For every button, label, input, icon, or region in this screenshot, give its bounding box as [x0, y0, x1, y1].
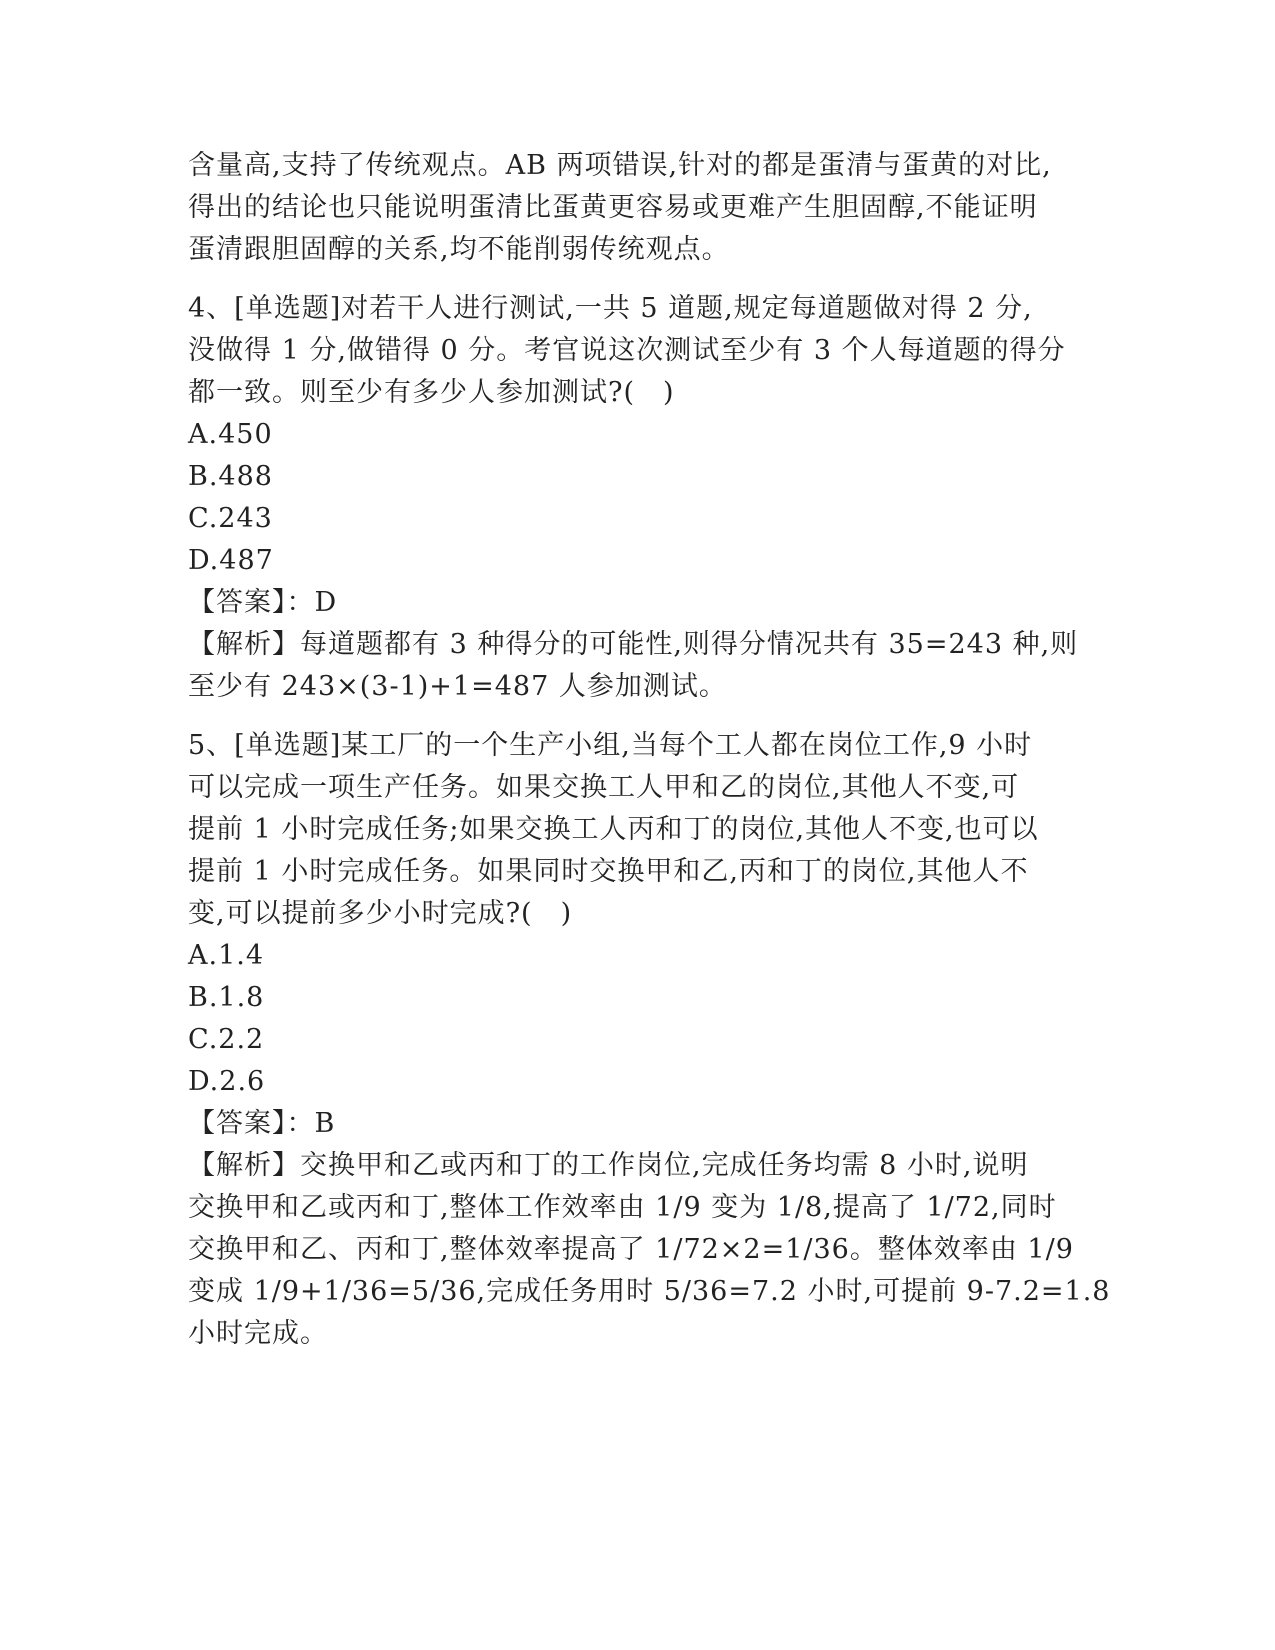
text-line: 蛋清跟胆固醇的关系,均不能削弱传统观点。 — [188, 234, 730, 265]
answer-line: 【答案】：D — [188, 587, 338, 618]
text-line: 交换甲和乙或丙和丁,整体工作效率由 1/9 变为 1/8,提高了 1/72,同时 — [188, 1192, 1057, 1223]
option-a: A.450 — [188, 419, 273, 450]
intro-paragraph — [188, 145, 1088, 271]
text-line: 含量高,支持了传统观点。AB 两项错误,针对的都是蛋清与蛋黄的对比, — [188, 150, 1052, 181]
explanation — [188, 1145, 1111, 1355]
text-line: 4、[单选题]对若干人进行测试,一共 5 道题,规定每道题做对得 2 分, — [188, 293, 1033, 324]
text-line: 变成 1/9+1/36=5/36,完成任务用时 5/36=7.2 小时,可提前 9-7.2=1.8 — [188, 1276, 1111, 1307]
explanation — [188, 624, 1088, 708]
text-line: 变,可以提前多少小时完成?( ) — [188, 898, 573, 929]
question-stem — [188, 725, 1088, 935]
text-line: 提前 1 小时完成任务。如果同时交换甲和乙,丙和丁的岗位,其他人不 — [188, 856, 1029, 887]
option-b: B.1.8 — [188, 982, 265, 1013]
text-line: 【解析】交换甲和乙或丙和丁的工作岗位,完成任务均需 8 小时,说明 — [188, 1150, 1029, 1181]
paragraph-gap — [188, 271, 1088, 288]
question-5 — [188, 725, 1111, 1355]
text-line: 提前 1 小时完成任务;如果交换工人丙和丁的岗位,其他人不变,也可以 — [188, 814, 1039, 845]
document-page — [188, 145, 1111, 1355]
text-line: 都一致。则至少有多少人参加测试?( ) — [188, 377, 675, 408]
text-line: 【解析】每道题都有 3 种得分的可能性,则得分情况共有 35=243 种,则 — [188, 629, 1079, 660]
option-c: C.2.2 — [188, 1024, 265, 1055]
answer-line: 【答案】：B — [188, 1108, 336, 1139]
text-line: 得出的结论也只能说明蛋清比蛋黄更容易或更难产生胆固醇,不能证明 — [188, 192, 1038, 223]
question-4 — [188, 288, 1088, 708]
option-d: D.487 — [188, 545, 274, 576]
option-b: B.488 — [188, 461, 273, 492]
text-line: 没做得 1 分,做错得 0 分。考官说这次测试至少有 3 个人每道题的得分 — [188, 335, 1066, 366]
option-c: C.243 — [188, 503, 273, 534]
text-line: 至少有 243×(3-1)+1=487 人参加测试。 — [188, 671, 727, 702]
text-line: 可以完成一项生产任务。如果交换工人甲和乙的岗位,其他人不变,可 — [188, 772, 1020, 803]
option-d: D.2.6 — [188, 1066, 266, 1097]
text-line: 小时完成。 — [188, 1318, 328, 1349]
option-a: A.1.4 — [188, 940, 265, 971]
question-stem — [188, 288, 1088, 414]
text-line: 交换甲和乙、丙和丁,整体效率提高了 1/72×2=1/36。整体效率由 1/9 — [188, 1234, 1074, 1265]
text-line: 5、[单选题]某工厂的一个生产小组,当每个工人都在岗位工作,9 小时 — [188, 730, 1033, 761]
paragraph-gap — [188, 708, 1088, 725]
